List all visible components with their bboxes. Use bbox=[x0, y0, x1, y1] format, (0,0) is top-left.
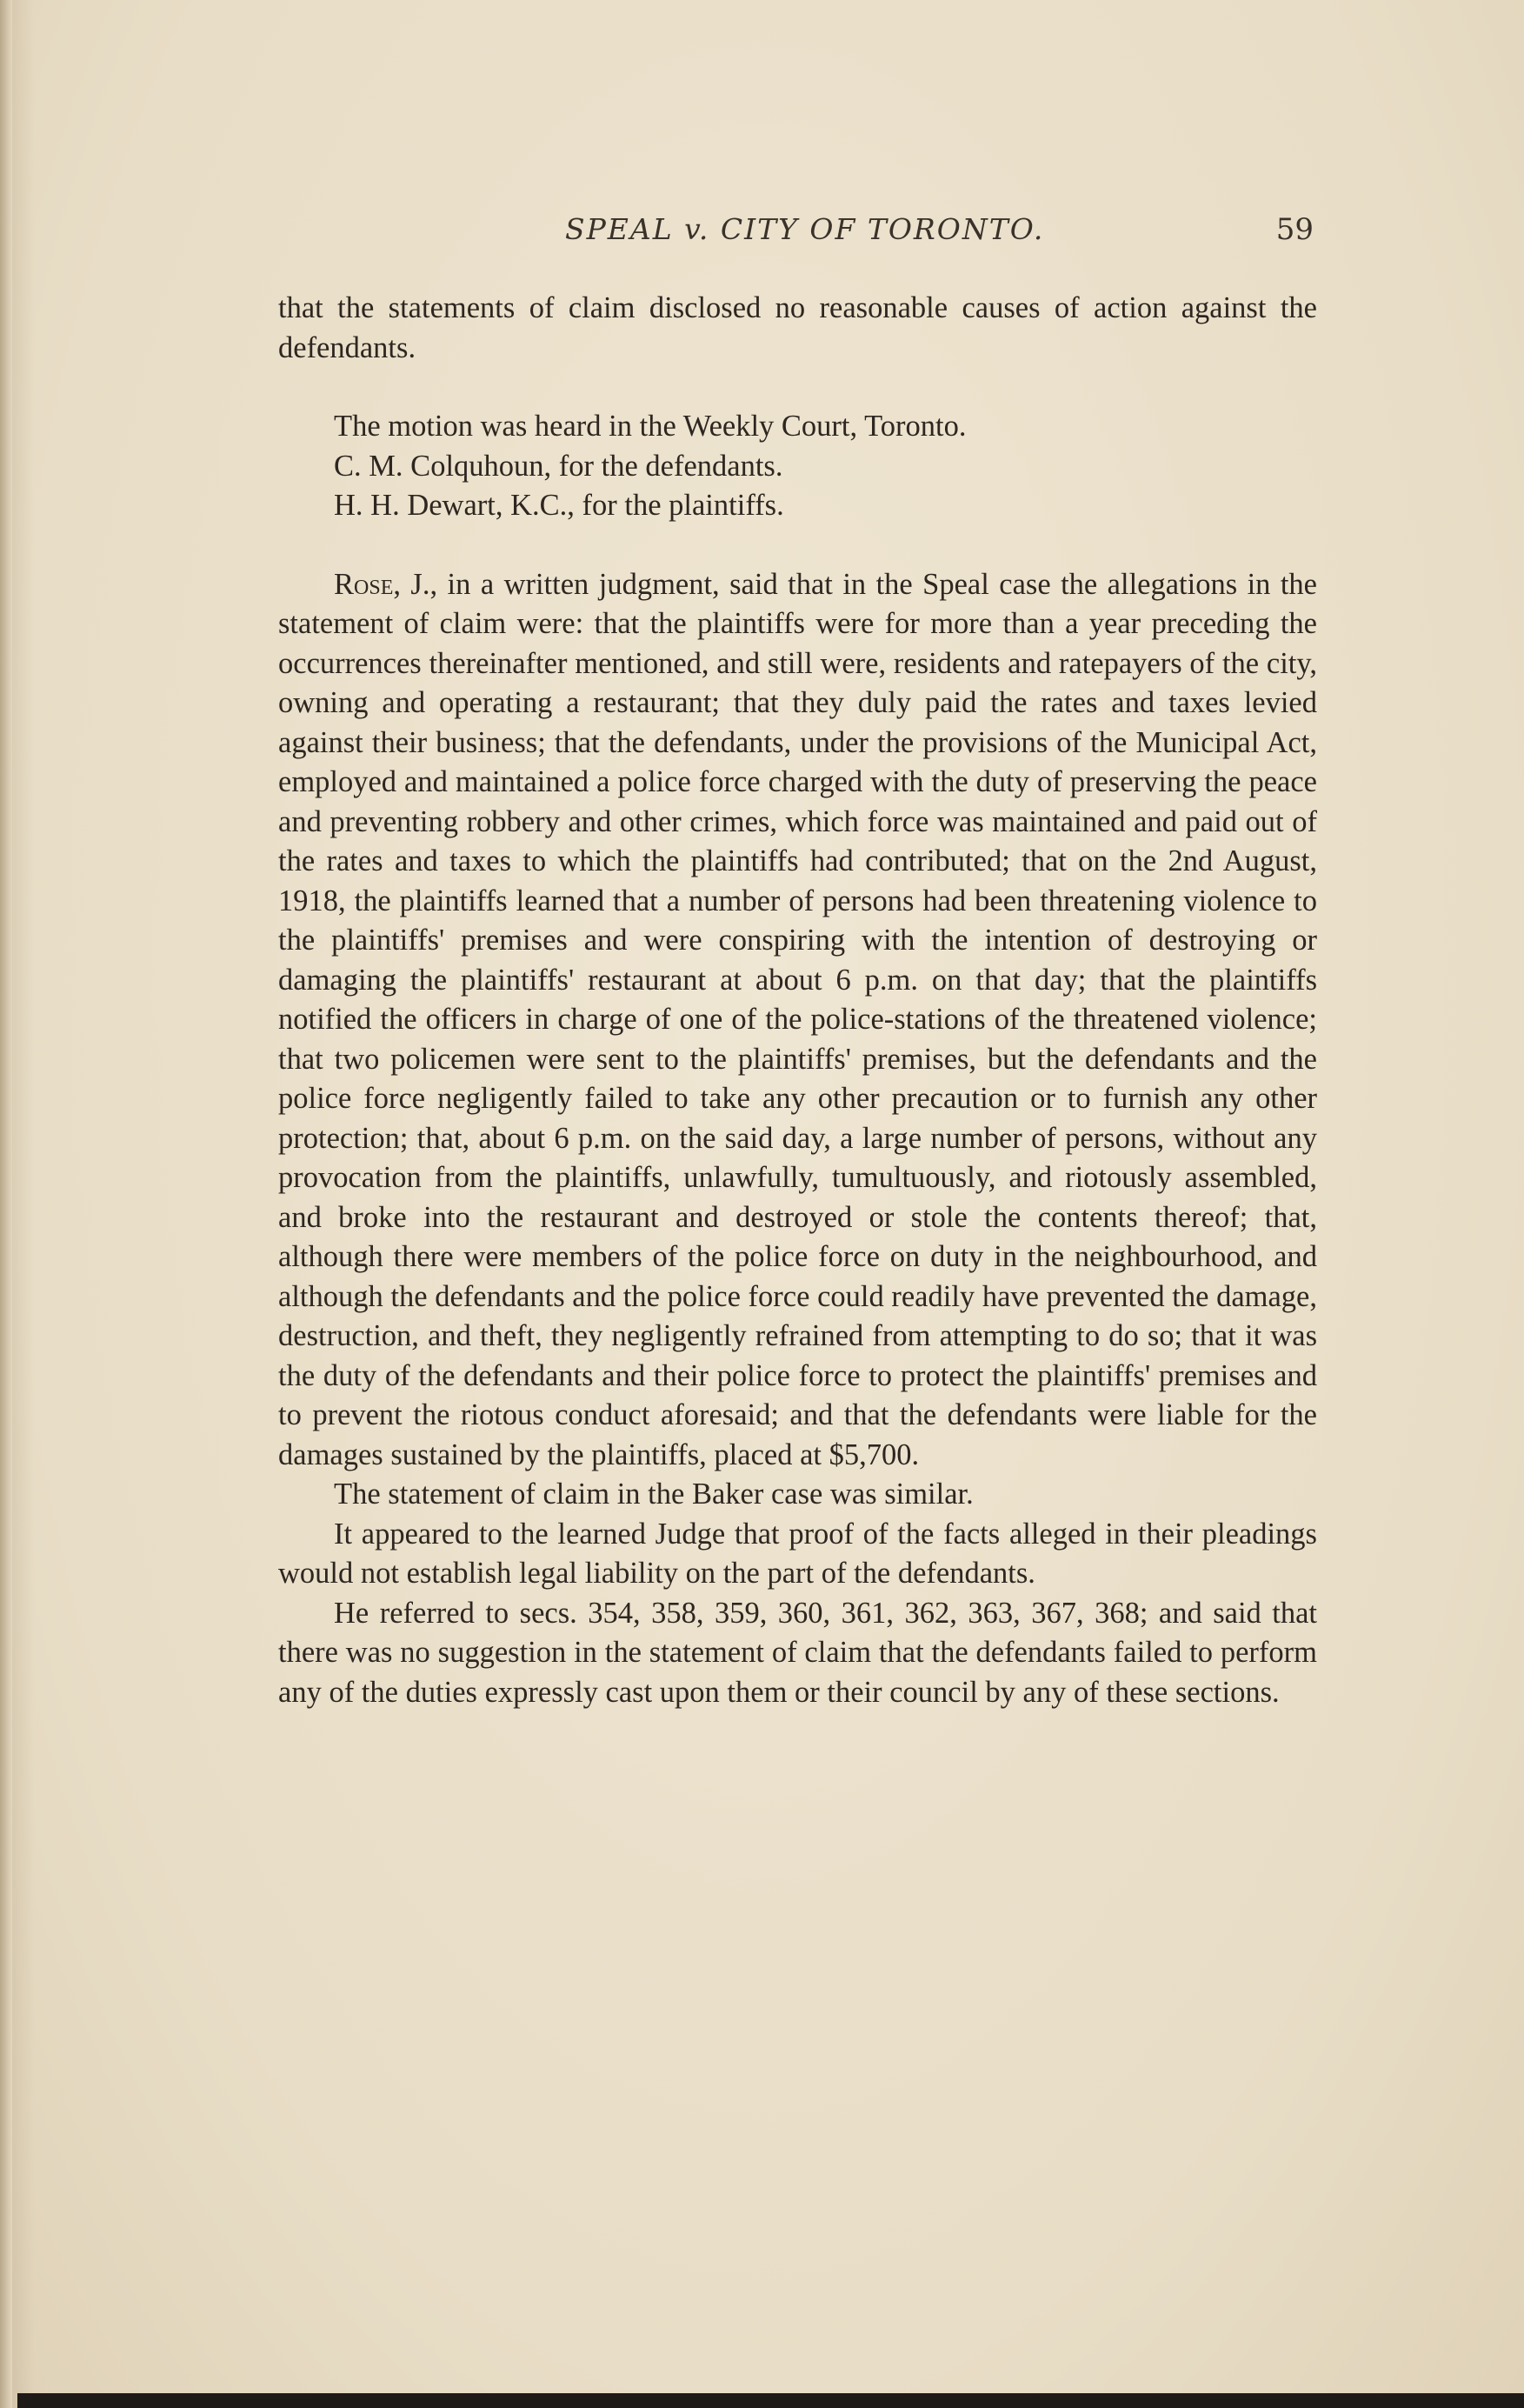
bottom-edge-shadow bbox=[17, 2393, 1524, 2408]
sections-paragraph: He referred to secs. 354, 358, 359, 360, 361, 362, 363, 367, 368; and said that there was no suggestion in the statement of claim that the defendants failed to perform any of the duties expressly cast upon them or their council by any of these sections. bbox=[278, 1596, 1317, 1709]
body-text bbox=[278, 289, 1317, 1712]
counsel-plaintiffs: H. H. Dewart, K.C., for the plaintiffs. bbox=[334, 489, 784, 522]
opening-paragraph: that the statements of claim disclosed no reasonable causes of action against the defendants. bbox=[278, 291, 1317, 364]
counsel-defendants: C. M. Colquhoun, for the defendants. bbox=[334, 449, 783, 483]
page-number: 59 bbox=[1275, 212, 1314, 247]
running-head bbox=[278, 205, 1317, 257]
binding-edge bbox=[0, 0, 12, 2408]
counsel-block bbox=[278, 407, 1317, 526]
judge-name: Rose bbox=[334, 567, 394, 601]
running-title: SPEAL v. CITY OF TORONTO. bbox=[565, 212, 1045, 246]
motion-line: The motion was heard in the Weekly Court, Toronto. bbox=[334, 410, 967, 443]
learned-judge-paragraph: It appeared to the learned Judge that proof of the facts alleged in their pleadings would not establish legal liability on the part of the defendants. bbox=[278, 1517, 1317, 1590]
baker-case-paragraph: The statement of claim in the Baker case was similar. bbox=[334, 1477, 974, 1511]
judgment-paragraph bbox=[278, 565, 1317, 1476]
judgment-text: , J., in a written judgment, said that in the Speal case the allegations in the statement of claim were: that the plaintiffs were for more than a year preceding the occurrences thereinafter mentioned, and still were, residents and ratepayers of the city, owning and operating a restaurant; that they duly paid the rates and taxes levied against their business; that the defendants, under the provisions of the Municipal Act, employed and maintained a police force charged with the duty of preserving the peace and preventing robbery and other crimes, which force was maintained and paid out of the rates and taxes to which the plaintiffs had contributed; that on the 2nd August, 1918, the plaintiffs learned that a number of persons had been threatening violence to the plaintiffs' premises and were conspiring with the intention of destroying or damaging the plaintiffs' restaurant at about 6 p.m. on that day; that the plaintiffs notified the officers in charge of one of the police-stations of the threatened violence; that two policemen were sent to the plaintiffs' premises, but the defendants and the police force negligently failed to take any other precaution or to furnish any other protection; that, about 6 p.m. on the said day, a large number of persons, without any provocation from the plaintiffs, unlawfully, tumultuously, and riotously assembled, and broke into the restaurant and destroyed or stole the contents thereof; that, although there were members of the police force on duty in the neighbourhood, and although the defendants and the police force could readily have prevented the damage, destruction, and theft, they negligently refrained from attempting to do so; that it was the duty of the defendants and their police force to protect the plaintiffs' premises and to prevent the riotous conduct aforesaid; and that the defendants were liable for the damages sustained by the plaintiffs, placed at $5,700. bbox=[278, 567, 1317, 1471]
